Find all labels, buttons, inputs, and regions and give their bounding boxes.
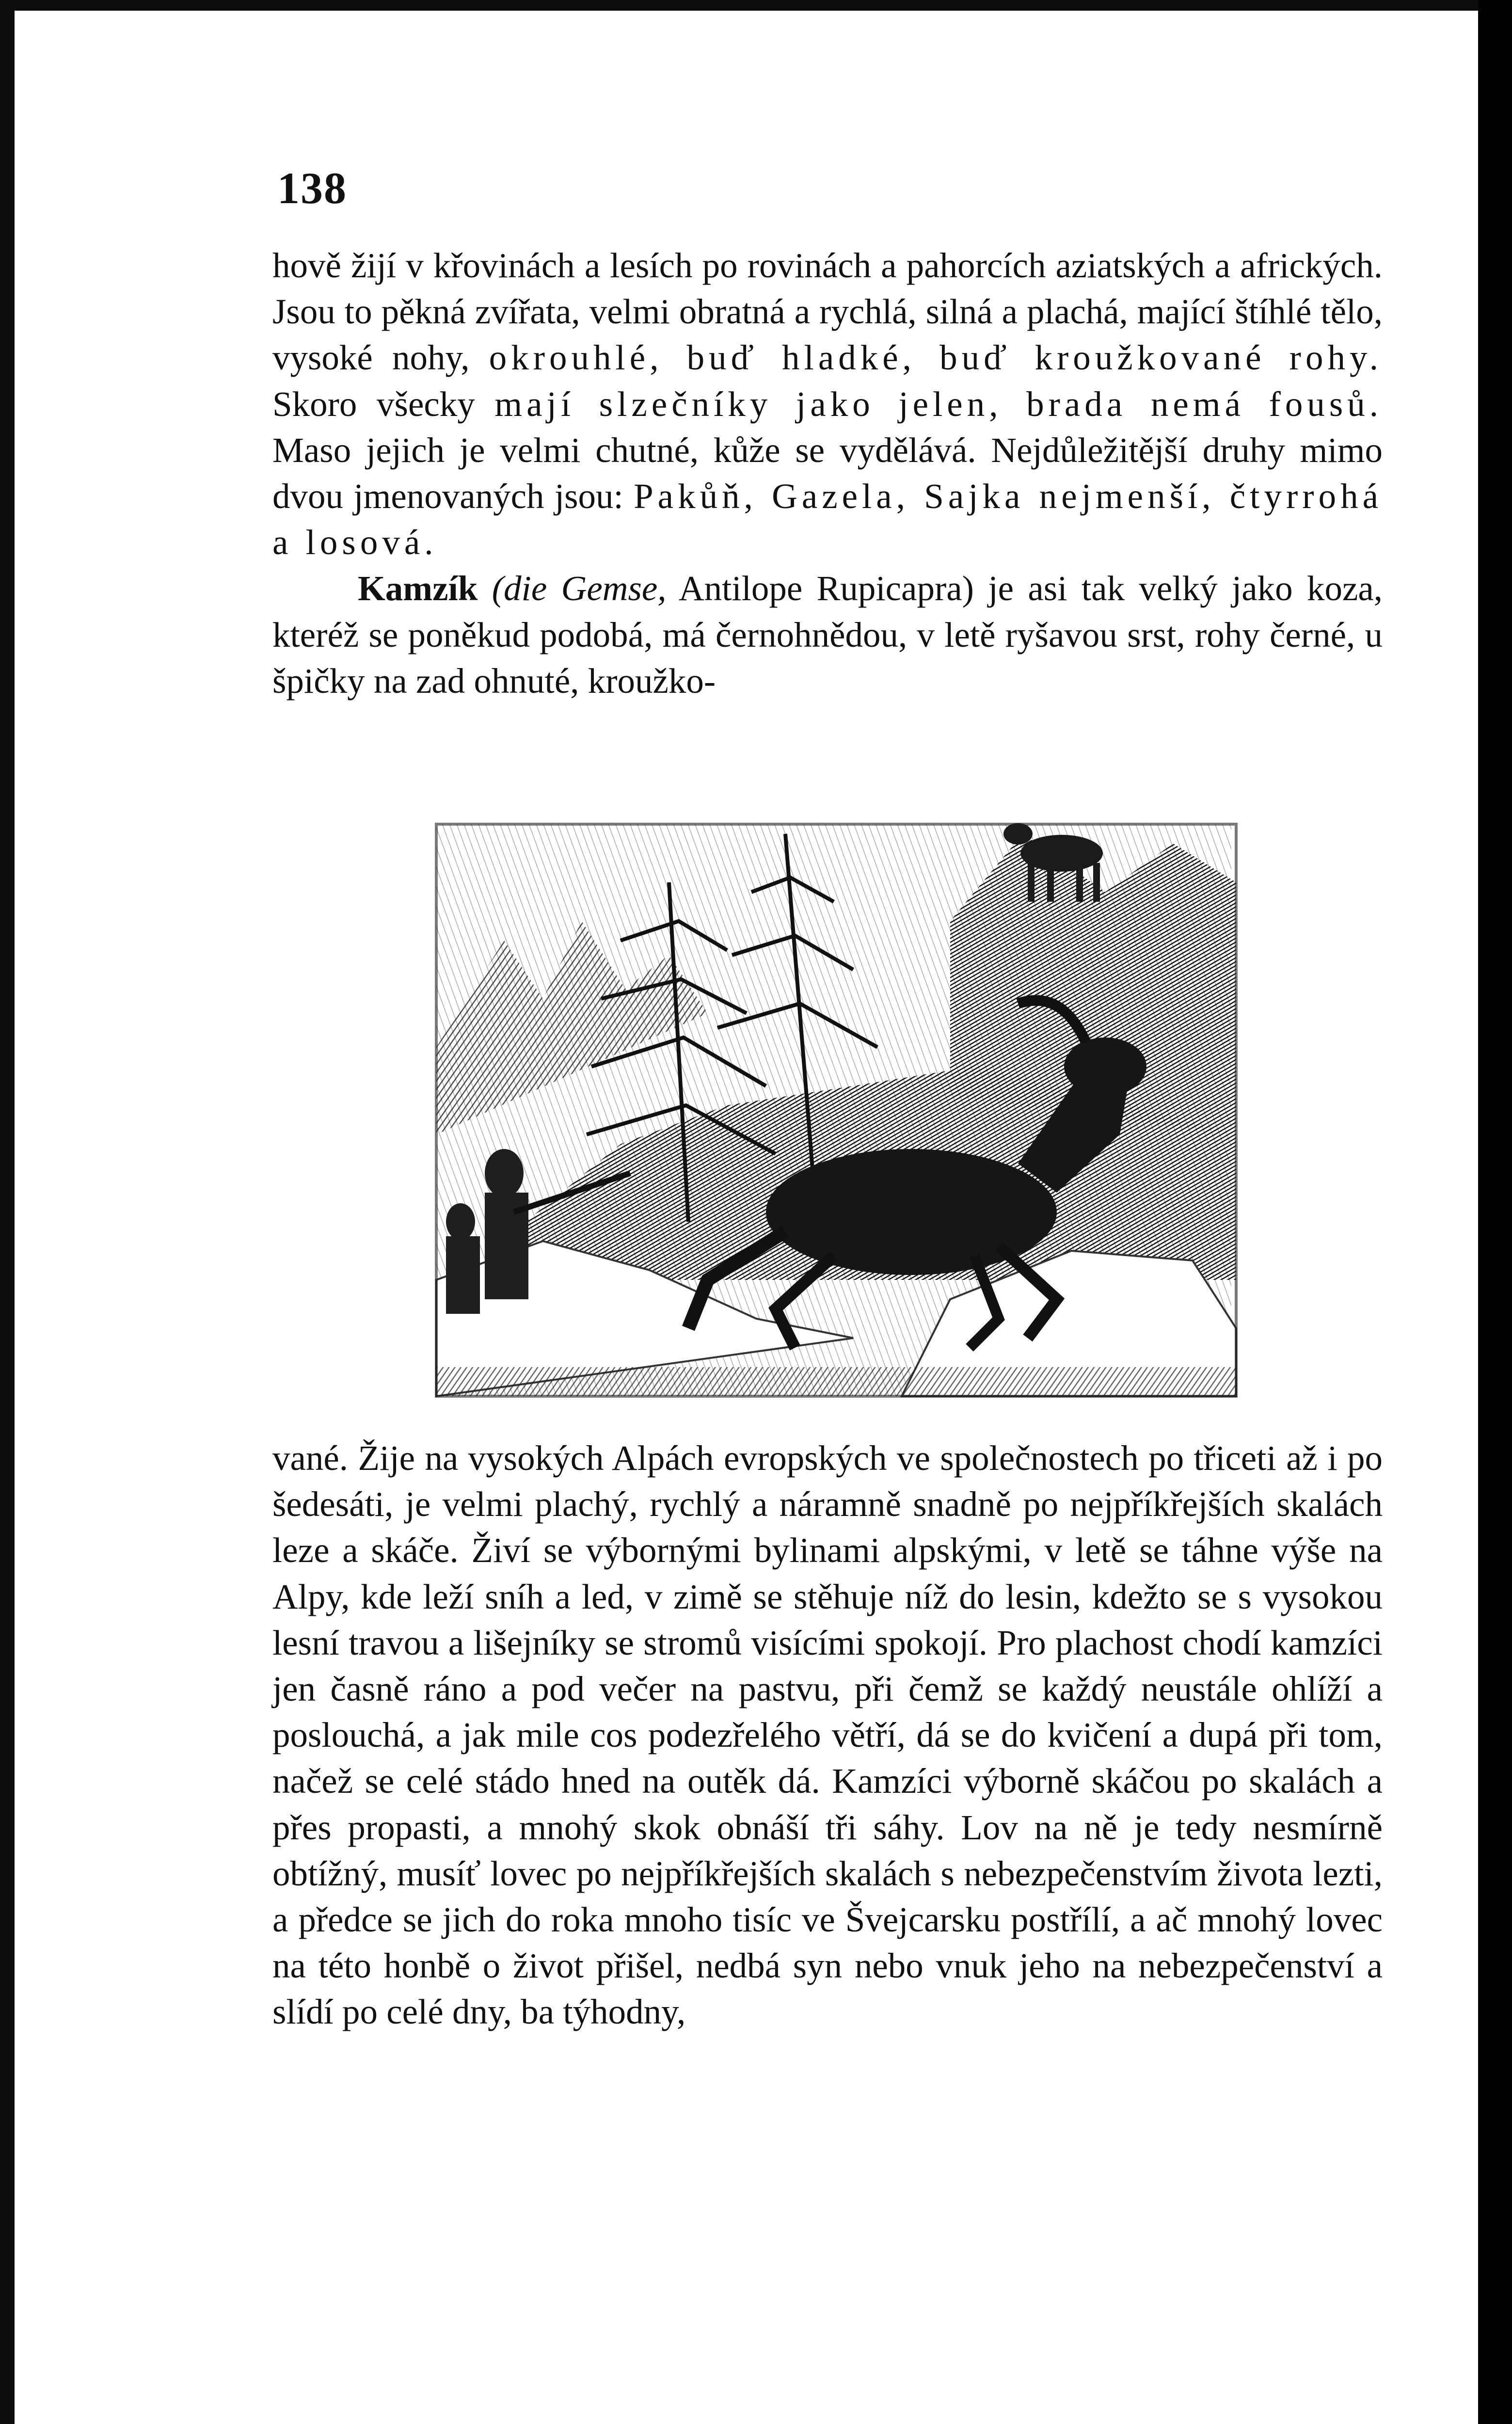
paragraph-1-species-spaced: Pakůň, Gazela, Sajka nejmenší, čtyrrohá a losová. [272,477,1383,562]
paragraph-1-text-a: hově žijí v křovinách a lesích po rovinách a pahorcích aziatských a afrických. Jsou to pěkná zvířata, velmi obratná a rychlá, silná a plachá, mající štíhlé tělo, vysoké nohy, [272,246,1383,378]
term-kamzik: Kamzík [358,569,478,608]
paragraph-chamois-habitat: vané. Žije na vysokých Alpách evropských ve společnostech po třiceti až i po šedesáti, je velmi plachý, rychlý a náramně snadně po nejpříkřejších skalách leze a skáče. Živí se výbornými bylinami alpskými, v letě se táhne výše na Alpy, kde leží sníh a led, v zimě se stěhuje níž do lesin, kdežto se s vysokou lesní travou a lišejníky se stromů visícími spokojí. Pro plachost chodí kamzíci jen časně ráno a pod večer na pastvu, při čemž se každý neustále ohlíží a poslouchá, a jak mile cos podezřelého větří, dá se do kvičení a dupá při tom, načež se celé stádo hned na outěk dá. Kamzíci výborně skáčou po skalách a přes propasti, a mnohý skok obnáší tři sáhy. Lov na ně je tedy nesmírně obtížný, musíť lovec po nejpříkřejších skalách s nebezpečenstvím života lezti, a předce se jich do roka mnoho tisíc ve Švejcarsku postřílí, a ač mnohý lovec na této honbě o život přišel, nedbá syn nebo vnuk jeho na nebezpečenství a slídí po celé dny, ba týhodny, [272,1438,1383,2032]
scan-edge-left [0,0,15,2424]
paragraph-1-text-b: Skoro všecky [272,384,495,424]
paragraph-2-text: je asi tak velký jako koza, kteréž se poněkud podobá, má černohnědou, v letě ryšavou srst, rohy černé, u špičky na zad ohnuté, kroužko- [272,569,1383,701]
text-block-top [272,242,1383,704]
latin-name: Antilope Rupicapra) [666,569,974,608]
page-number: 138 [277,163,347,213]
paragraph-chamois [272,565,1383,704]
engraving-svg [417,795,1260,1445]
german-name: (die Gemse, [492,569,667,608]
paragraph-1-horns-spaced: okrouhlé, buď hladké, buď kroužkované rohy. [489,338,1383,378]
scan-edge-top [0,0,1512,11]
ground-base [436,1367,1236,1396]
chamois-engraving [417,795,1260,1445]
paragraph-1-text-c: Maso jejich je velmi chutné, kůže se vydělává. Nejdůležitější druhy mimo dvou jmenovaných jsou: [272,430,1383,516]
text-block-bottom [272,1435,1383,2035]
scan-edge-right [1478,0,1512,2424]
paragraph-antelopes [272,242,1383,565]
paragraph-1-tear-glands-spaced: mají slzečníky jako jelen, brada nemá fousů. [494,384,1383,424]
